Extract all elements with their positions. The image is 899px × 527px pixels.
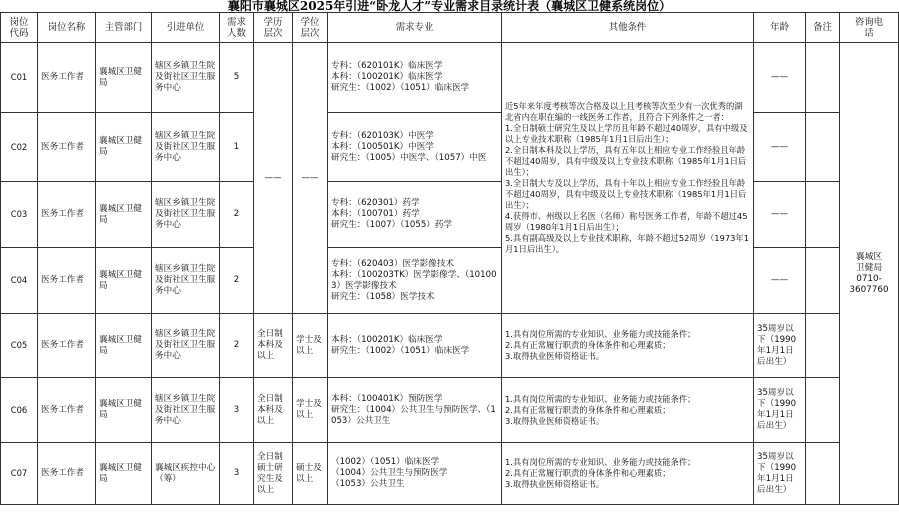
row-degree: 学士及以上 bbox=[293, 314, 328, 378]
table-row bbox=[1, 378, 899, 443]
degree-shared-dash: —— bbox=[293, 43, 328, 314]
row-name: 医务工作者 bbox=[38, 182, 96, 248]
header-contact: 咨询电 话 bbox=[840, 13, 899, 43]
row-major: （1002）（1051）临床医学 （1004）公共卫生与预防医学 （1053）公共卫生 bbox=[328, 443, 502, 505]
row-count: 2 bbox=[220, 182, 254, 248]
header-count: 需求 人数 bbox=[220, 13, 254, 43]
row-count: 5 bbox=[220, 43, 254, 113]
row-degree: 学士及以上 bbox=[293, 378, 328, 443]
row-note bbox=[806, 314, 840, 378]
row-count: 2 bbox=[220, 248, 254, 314]
header-age: 年龄 bbox=[754, 13, 806, 43]
row-unit: 襄城区疾控中心（筹） bbox=[152, 443, 220, 505]
row-age: —— bbox=[754, 248, 806, 314]
row-edu: 全日制本科及以上 bbox=[254, 378, 293, 443]
header-edu: 学历 层次 bbox=[254, 13, 293, 43]
row-code: C04 bbox=[1, 248, 38, 314]
row-note bbox=[806, 378, 840, 443]
row-major: 专科：（620101K）临床医学 本科：（100201K）临床医学 研究生：（1002）（1051）临床医学 bbox=[328, 43, 502, 113]
header-note: 备注 bbox=[806, 13, 840, 43]
table-header-row bbox=[1, 13, 899, 43]
row-unit: 辖区乡镇卫生院及街社区卫生服务中心 bbox=[152, 113, 220, 182]
contact-phone: 襄城区 卫健局 0710- 3607760 bbox=[840, 43, 899, 505]
row-other: 1.具有岗位所需的专业知识、业务能力或技能条件； 2.具有正常履行职责的身体条件和心理素质； 3.取得执业医师资格证书。 bbox=[502, 314, 754, 378]
row-code: C02 bbox=[1, 113, 38, 182]
row-dept: 襄城区卫健局 bbox=[96, 378, 152, 443]
row-name: 医务工作者 bbox=[38, 248, 96, 314]
header-unit: 引进单位 bbox=[152, 13, 220, 43]
row-note bbox=[806, 113, 840, 182]
edu-shared-dash: —— bbox=[254, 43, 293, 314]
header-major: 需求专业 bbox=[328, 13, 502, 43]
row-major: 专科：（620403）医学影像技术 本科：（100203TK）医学影像学、（101003）医学影像技术 研究生：（1058）医学技术 bbox=[328, 248, 502, 314]
header-name: 岗位名称 bbox=[38, 13, 96, 43]
header-code: 岗位 代码 bbox=[1, 13, 38, 43]
header-degree: 学位 层次 bbox=[293, 13, 328, 43]
row-major: 专科：（620301）药学 本科：（100701）药学 研究生：（1007）（1055）药学 bbox=[328, 182, 502, 248]
row-dept: 襄城区卫健局 bbox=[96, 43, 152, 113]
row-note bbox=[806, 248, 840, 314]
row-name: 医务工作者 bbox=[38, 113, 96, 182]
job-table bbox=[0, 12, 899, 505]
row-unit: 辖区乡镇卫生院及街社区卫生服务中心 bbox=[152, 182, 220, 248]
header-dept: 主管部门 bbox=[96, 13, 152, 43]
row-unit: 辖区乡镇卫生院及街社区卫生服务中心 bbox=[152, 314, 220, 378]
row-unit: 辖区乡镇卫生院及街社区卫生服务中心 bbox=[152, 43, 220, 113]
row-age: 35周岁以下（1990年1月1日后出生） bbox=[754, 378, 806, 443]
row-name: 医务工作者 bbox=[38, 443, 96, 505]
row-other: 1.具有岗位所需的专业知识、业务能力或技能条件； 2.具有正常履行职责的身体条件和心理素质； 3.取得执业医师资格证书。 bbox=[502, 378, 754, 443]
row-major: 专科：（620103K）中医学 本科：（100501K）中医学 研究生：（1005）中医学、（1057）中医 bbox=[328, 113, 502, 182]
row-dept: 襄城区卫健局 bbox=[96, 443, 152, 505]
row-count: 1 bbox=[220, 113, 254, 182]
row-code: C05 bbox=[1, 314, 38, 378]
row-count: 2 bbox=[220, 314, 254, 378]
row-major: 本科：（100201K）临床医学 研究生：（1002）（1051）临床医学 bbox=[328, 314, 502, 378]
row-dept: 襄城区卫健局 bbox=[96, 314, 152, 378]
table-row bbox=[1, 43, 899, 113]
row-other: 1.具有岗位所需的专业知识、业务能力或技能条件； 2.具有正常履行职责的身体条件和心理素质； 3.取得执业医师资格证书。 bbox=[502, 443, 754, 505]
row-code: C01 bbox=[1, 43, 38, 113]
row-name: 医务工作者 bbox=[38, 378, 96, 443]
row-age: 35周岁以下（1990年1月1日后出生） bbox=[754, 314, 806, 378]
row-edu: 全日制本科及以上 bbox=[254, 314, 293, 378]
row-dept: 襄城区卫健局 bbox=[96, 113, 152, 182]
row-degree: 硕士及以上 bbox=[293, 443, 328, 505]
row-dept: 襄城区卫健局 bbox=[96, 248, 152, 314]
row-major: 本科：（100401K）预防医学 研究生：（1004）公共卫生与预防医学、（1053）公共卫生 bbox=[328, 378, 502, 443]
row-count: 3 bbox=[220, 443, 254, 505]
row-code: C07 bbox=[1, 443, 38, 505]
row-note bbox=[806, 43, 840, 113]
table-row bbox=[1, 314, 899, 378]
row-code: C06 bbox=[1, 378, 38, 443]
row-code: C03 bbox=[1, 182, 38, 248]
row-note bbox=[806, 443, 840, 505]
row-dept: 襄城区卫健局 bbox=[96, 182, 152, 248]
row-age: —— bbox=[754, 43, 806, 113]
table-row bbox=[1, 182, 899, 248]
row-name: 医务工作者 bbox=[38, 314, 96, 378]
table-row bbox=[1, 443, 899, 505]
table-row bbox=[1, 248, 899, 314]
table-row bbox=[1, 113, 899, 182]
row-unit: 辖区乡镇卫生院及街社区卫生服务中心 bbox=[152, 248, 220, 314]
other-conditions-shared: 近5年来年度考核等次合格及以上且考核等次至少有一次优秀的湖北省内在职在编的一线医务工作者，且符合下列条件之一者： 1.全日制硕士研究生及以上学历且年龄不超过40周岁，具有中级及以上专业技术职称（1985年1月1日后出生）； 2.全日制本科及以上学历，具有五年以上相应专业工作经验且年龄不超过40周岁，具有中级及以上专业技术职称（1985年1月1日后出生）； 3.全日制大专及以上学历，具有十年以上相应专业工作经验且年龄不超过40周岁，具有中级及以上专业技术职称（1985年1月1日后出生）； 4.获得市、州级以上名医（名师）称号医务工作者，年龄不超过45周岁（1980年1月1日后出生）； 5.具有副高级及以上专业技术职称，年龄不超过52周岁（1973年1月1日后出生）。 bbox=[502, 43, 754, 314]
row-age: —— bbox=[754, 113, 806, 182]
row-note bbox=[806, 182, 840, 248]
row-name: 医务工作者 bbox=[38, 43, 96, 113]
header-other: 其他条件 bbox=[502, 13, 754, 43]
row-edu: 全日制硕士研究生及以上 bbox=[254, 443, 293, 505]
row-unit: 辖区乡镇卫生院及街社区卫生服务中心 bbox=[152, 378, 220, 443]
row-age: —— bbox=[754, 182, 806, 248]
row-count: 3 bbox=[220, 378, 254, 443]
page-title: 襄阳市襄城区2025年引进“卧龙人才”专业需求目录统计表（襄城区卫健系统岗位） bbox=[227, 0, 672, 12]
row-age: 35周岁以下（1990年1月1日后出生） bbox=[754, 443, 806, 505]
